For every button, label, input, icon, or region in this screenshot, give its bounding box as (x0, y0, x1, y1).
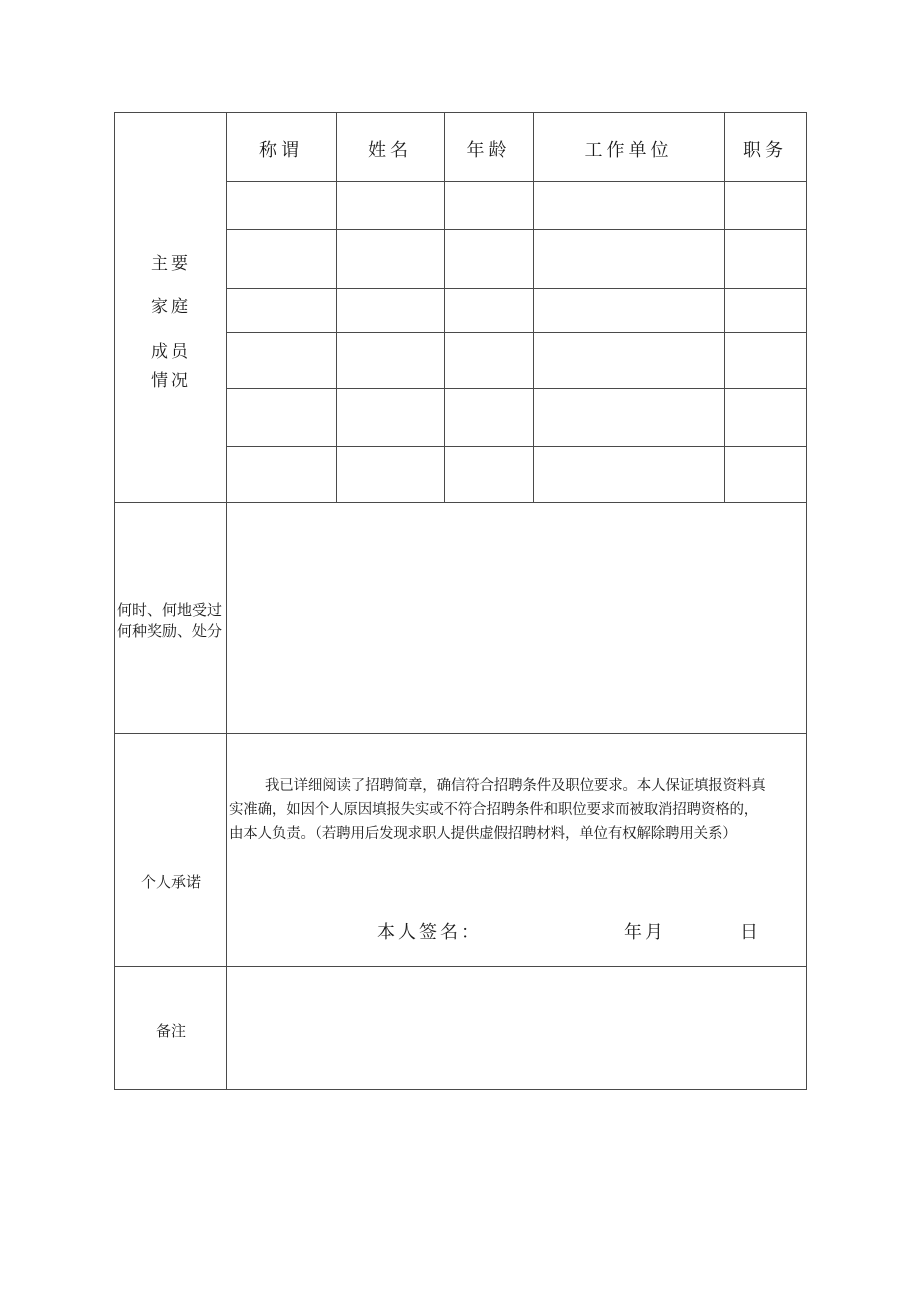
pledge-line-3: 由本人负责。（若聘用后发现求职人提供虚假招聘材料，单位有权解除聘用关系） (229, 826, 737, 842)
header-relation: 称谓 (259, 140, 303, 161)
family-row-1[interactable] (227, 182, 806, 229)
family-label-line-4: 情况 (151, 371, 191, 391)
date-year-month: 年月 (624, 922, 666, 943)
date-day: 日 (740, 922, 761, 943)
awards-section-bottom (114, 733, 806, 734)
header-workplace: 工作单位 (584, 140, 673, 161)
pledge-line-1: 我已详细阅读了招聘简章，确信符合招聘条件及职位要求。本人保证填报资料真 (265, 778, 766, 794)
family-row-6[interactable] (227, 447, 806, 502)
signature-label: 本人签名： (377, 922, 482, 943)
family-row-3[interactable] (227, 289, 806, 332)
remarks-input-area[interactable] (227, 967, 806, 1089)
family-label-line-3: 成员 (151, 342, 191, 362)
header-age: 年龄 (466, 140, 511, 161)
header-name: 姓名 (368, 140, 412, 161)
family-label-line-1: 主要 (151, 254, 191, 274)
table-bottom-border (114, 1089, 806, 1090)
signature-field[interactable] (470, 912, 610, 944)
table-right-border (806, 112, 807, 1090)
table-top-border (114, 112, 806, 113)
pledge-label: 个人承诺 (141, 873, 202, 891)
pledge-text (229, 774, 805, 846)
header-position: 职务 (743, 140, 787, 161)
family-row-5[interactable] (227, 389, 806, 446)
remarks-label: 备注 (156, 1022, 187, 1040)
awards-label-line-2: 何种奖励、处分 (117, 622, 223, 640)
table-left-border (114, 112, 115, 1090)
awards-input-area[interactable] (227, 503, 806, 733)
awards-label-line-1: 何时、何地受过 (117, 601, 223, 619)
family-row-2[interactable] (227, 230, 806, 288)
family-label-line-2: 家庭 (151, 297, 191, 317)
pledge-line-2: 实准确，如因个人原因填报失实或不符合招聘条件和职位要求而被取消招聘资格的， (229, 802, 759, 818)
family-row-4[interactable] (227, 333, 806, 388)
